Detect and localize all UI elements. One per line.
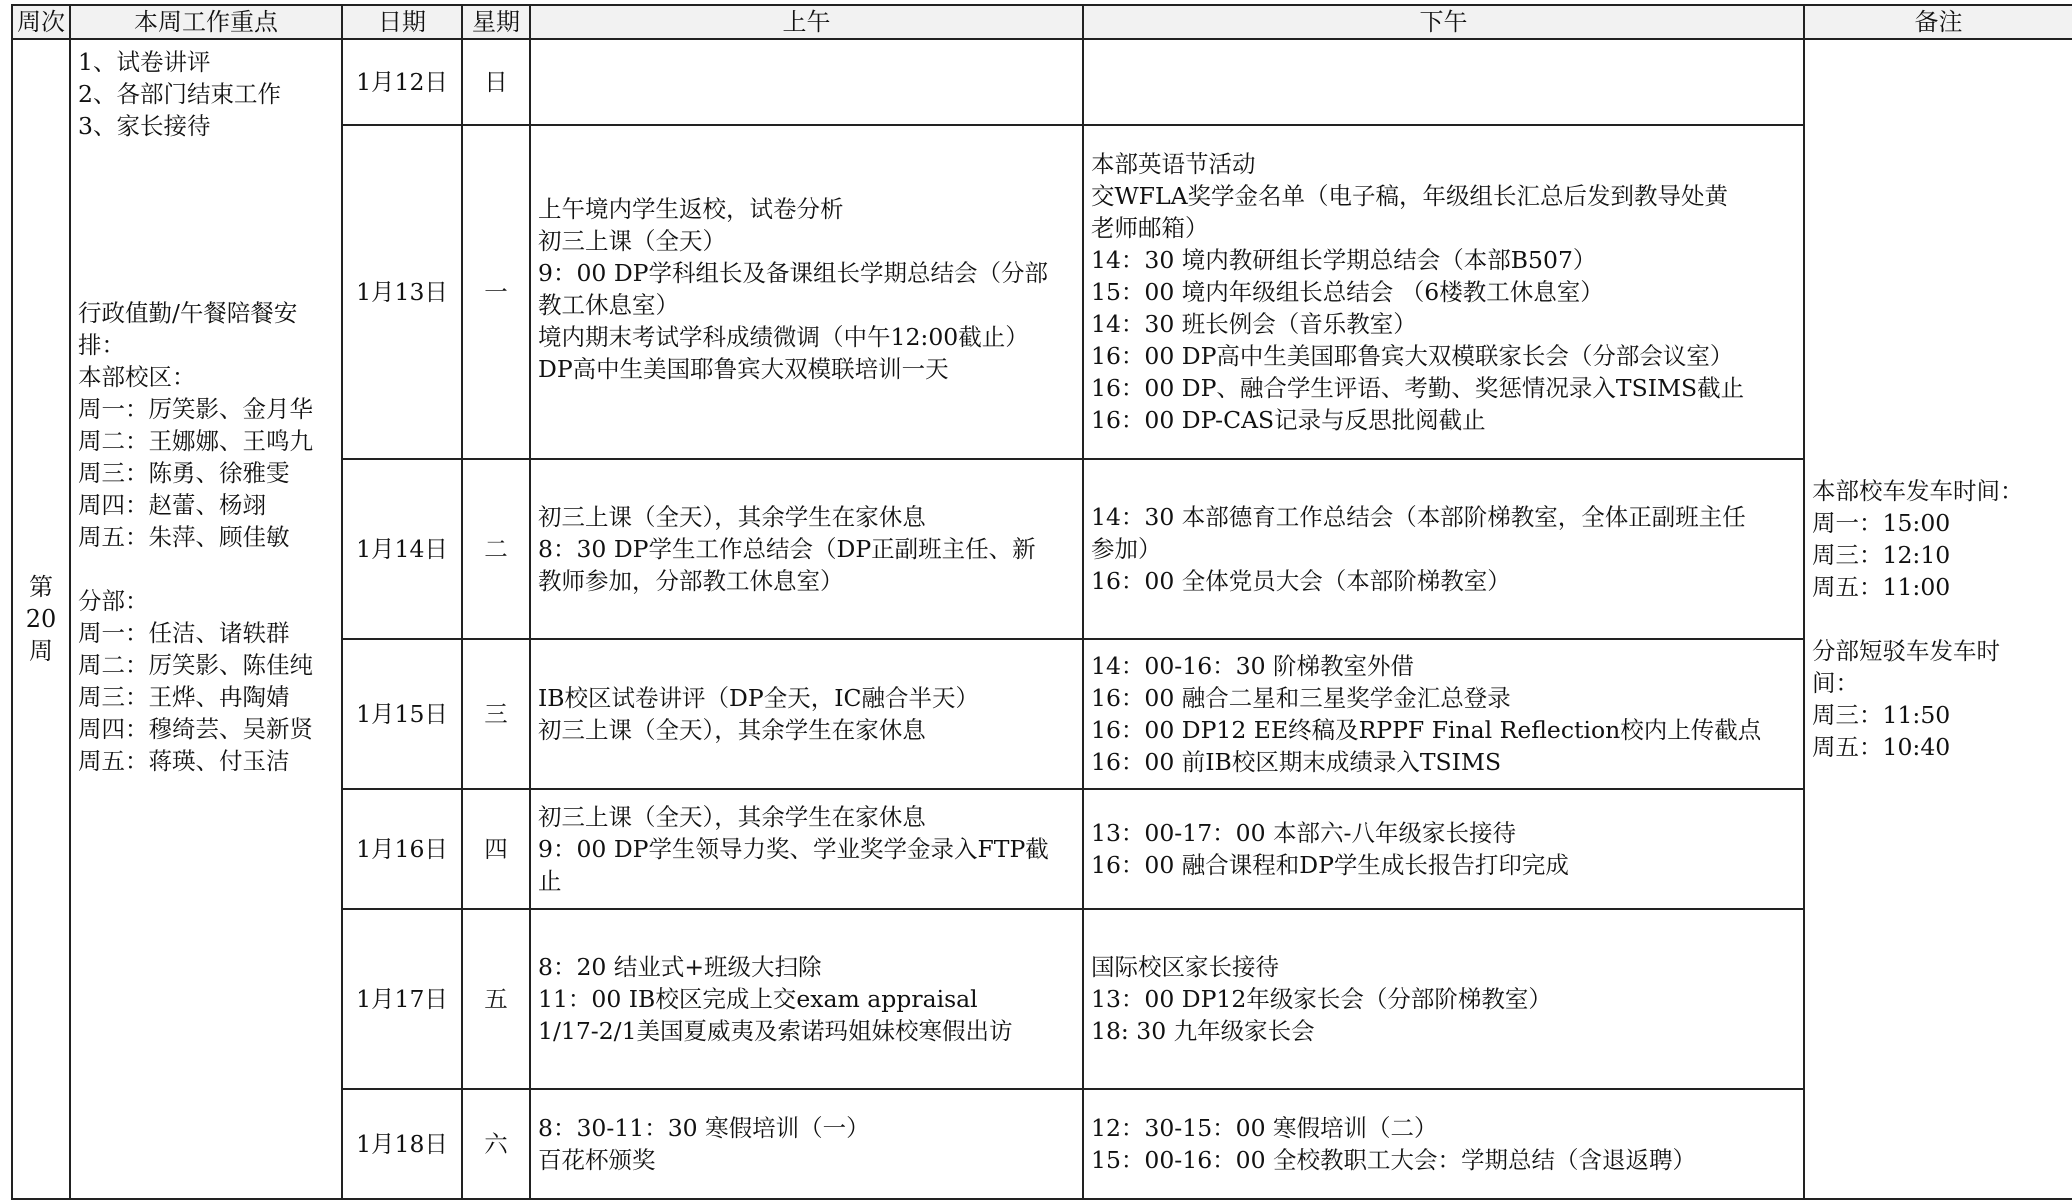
week-label-2: 20 — [25, 605, 57, 633]
morning-item: 8：30-11：30 寒假培训（一） — [538, 1114, 870, 1142]
morning-cell — [530, 639, 1083, 789]
shuttle-time: 周五：10:40 — [1812, 733, 1951, 761]
morning-cell — [530, 909, 1083, 1089]
main-bus-title: 本部校车发车时间： — [1812, 477, 2024, 505]
date-cell: 1月18日 — [342, 1089, 462, 1199]
date-cell: 1月17日 — [342, 909, 462, 1089]
header-weekday: 星期 — [462, 5, 530, 39]
morning-item: 初三上课（全天），其余学生在家休息 — [538, 803, 926, 831]
afternoon-item: 参加） — [1091, 535, 1162, 563]
branch-duty: 周二：厉笑影、陈佳纯 — [78, 651, 313, 679]
afternoon-item: 15：00 境内年级组长总结会 （6楼教工休息室） — [1091, 278, 1604, 306]
header-date: 日期 — [342, 5, 462, 39]
morning-cell — [530, 125, 1083, 459]
morning-item: 8：20 结业式+班级大扫除 — [538, 953, 822, 981]
main-campus-duty: 周四：赵蕾、杨翊 — [78, 491, 266, 519]
weekly-schedule-table — [11, 4, 2072, 1200]
header-notes: 备注 — [1804, 5, 2072, 39]
morning-item: 境内期末考试学科成绩微调（中午12:00截止） — [538, 323, 1029, 351]
week-label-3: 周 — [29, 637, 53, 665]
weekday-cell: 二 — [462, 459, 530, 639]
focus-item: 3、家长接待 — [78, 112, 211, 140]
morning-item: 11：00 IB校区完成上交exam appraisal — [538, 985, 978, 1013]
weekly-focus-cell — [70, 39, 342, 1199]
morning-item: IB校区试卷讲评（DP全天，IC融合半天） — [538, 684, 979, 712]
branch-duty: 周一：任洁、诸轶群 — [78, 619, 290, 647]
afternoon-cell — [1083, 459, 1804, 639]
afternoon-item: 14：30 境内教研组长学期总结会（本部B507） — [1091, 246, 1597, 274]
date-cell: 1月16日 — [342, 789, 462, 909]
date-cell: 1月12日 — [342, 39, 462, 125]
afternoon-item: 国际校区家长接待 — [1091, 953, 1279, 981]
morning-item: DP高中生美国耶鲁宾大双模联培训一天 — [538, 355, 949, 383]
weekday-cell: 六 — [462, 1089, 530, 1199]
weekday-cell: 一 — [462, 125, 530, 459]
morning-item: 教工休息室） — [538, 291, 679, 319]
focus-item: 2、各部门结束工作 — [78, 80, 281, 108]
morning-item: 上午境内学生返校，试卷分析 — [538, 195, 844, 223]
main-campus-duty: 周五：朱萍、顾佳敏 — [78, 523, 290, 551]
afternoon-item: 14：30 班长例会（音乐教室） — [1091, 310, 1417, 338]
afternoon-item: 16：00 全体党员大会（本部阶梯教室） — [1091, 567, 1511, 595]
afternoon-cell — [1083, 639, 1804, 789]
main-campus-duty: 周一：厉笑影、金月华 — [78, 395, 313, 423]
morning-cell — [530, 789, 1083, 909]
afternoon-item: 13：00 DP12年级家长会（分部阶梯教室） — [1091, 985, 1552, 1013]
morning-item: 百花杯颁奖 — [538, 1146, 656, 1174]
shuttle-time: 周三：11:50 — [1812, 701, 1951, 729]
weekday-cell: 日 — [462, 39, 530, 125]
header-morning: 上午 — [530, 5, 1083, 39]
weekday-cell: 四 — [462, 789, 530, 909]
duty-title: 行政值勤/午餐陪餐安 — [78, 299, 298, 327]
day-row — [12, 39, 2072, 125]
afternoon-cell — [1083, 39, 1804, 125]
afternoon-item: 18: 30 九年级家长会 — [1091, 1017, 1315, 1045]
header-focus: 本周工作重点 — [70, 5, 342, 39]
afternoon-item: 老师邮箱） — [1091, 214, 1209, 242]
afternoon-item: 14：00-16：30 阶梯教室外借 — [1091, 652, 1415, 680]
afternoon-item: 13：00-17：00 本部六-八年级家长接待 — [1091, 819, 1516, 847]
afternoon-item: 交WFLA奖学金名单（电子稿，年级组长汇总后发到教导处黄 — [1091, 182, 1729, 210]
morning-item: 初三上课（全天），其余学生在家休息 — [538, 503, 926, 531]
morning-cell — [530, 1089, 1083, 1199]
morning-item: 止 — [538, 867, 562, 895]
afternoon-item: 16：00 融合课程和DP学生成长报告打印完成 — [1091, 851, 1569, 879]
afternoon-item: 16：00 DP高中生美国耶鲁宾大双模联家长会（分部会议室） — [1091, 342, 1734, 370]
morning-item: 初三上课（全天） — [538, 227, 726, 255]
branch-duty: 周三：王烨、冉陶婧 — [78, 683, 290, 711]
week-number-cell — [12, 39, 70, 1199]
main-campus-title: 本部校区： — [78, 363, 196, 391]
shuttle-title: 分部短驳车发车时 — [1812, 637, 2000, 665]
afternoon-cell — [1083, 789, 1804, 909]
date-cell: 1月13日 — [342, 125, 462, 459]
date-cell: 1月14日 — [342, 459, 462, 639]
focus-item: 1、试卷讲评 — [78, 48, 211, 76]
week-label-1: 第 — [29, 573, 53, 601]
afternoon-cell — [1083, 909, 1804, 1089]
shuttle-title-cont: 间： — [1812, 669, 1859, 697]
afternoon-cell — [1083, 125, 1804, 459]
afternoon-item: 12：30-15：00 寒假培训（二） — [1091, 1114, 1438, 1142]
afternoon-cell — [1083, 1089, 1804, 1199]
afternoon-item: 15：00-16：00 全校教职工大会：学期总结（含退返聘） — [1091, 1146, 1697, 1174]
morning-item: 初三上课（全天），其余学生在家休息 — [538, 716, 926, 744]
afternoon-item: 16：00 融合二星和三星奖学金汇总登录 — [1091, 684, 1511, 712]
morning-item: 9：00 DP学生领导力奖、学业奖学金录入FTP截 — [538, 835, 1049, 863]
main-bus-time: 周三：12:10 — [1812, 541, 1951, 569]
main-bus-time: 周五：11:00 — [1812, 573, 1951, 601]
main-campus-duty: 周二：王娜娜、王鸣九 — [78, 427, 313, 455]
branch-duty: 周五：蒋瑛、付玉洁 — [78, 747, 290, 775]
afternoon-item: 16：00 DP-CAS记录与反思批阅截止 — [1091, 406, 1486, 434]
main-campus-duty: 周三：陈勇、徐雅雯 — [78, 459, 290, 487]
date-cell: 1月15日 — [342, 639, 462, 789]
header-row — [12, 5, 2072, 39]
header-afternoon: 下午 — [1083, 5, 1804, 39]
header-week: 周次 — [12, 5, 70, 39]
afternoon-item: 16：00 前IB校区期末成绩录入TSIMS — [1091, 748, 1502, 776]
afternoon-item: 本部英语节活动 — [1091, 150, 1256, 178]
morning-item: 8：30 DP学生工作总结会（DP正副班主任、新 — [538, 535, 1036, 563]
branch-title: 分部： — [78, 587, 149, 615]
weekday-cell: 五 — [462, 909, 530, 1089]
branch-duty: 周四：穆绮芸、吴新贤 — [78, 715, 313, 743]
weekday-cell: 三 — [462, 639, 530, 789]
afternoon-item: 16：00 DP、融合学生评语、考勤、奖惩情况录入TSIMS截止 — [1091, 374, 1745, 402]
afternoon-item: 16：00 DP12 EE终稿及RPPF Final Reflection校内上传截点 — [1091, 716, 1762, 744]
afternoon-item: 14：30 本部德育工作总结会（本部阶梯教室，全体正副班主任 — [1091, 503, 1746, 531]
morning-item: 教师参加，分部教工休息室） — [538, 567, 844, 595]
morning-cell — [530, 39, 1083, 125]
notes-cell — [1804, 39, 2072, 1199]
main-bus-time: 周一：15:00 — [1812, 509, 1951, 537]
duty-title-cont: 排： — [78, 331, 125, 359]
morning-cell — [530, 459, 1083, 639]
morning-item: 9：00 DP学科组长及备课组长学期总结会（分部 — [538, 259, 1048, 287]
morning-item: 1/17-2/1美国夏威夷及索诺玛姐妹校寒假出访 — [538, 1017, 1013, 1045]
